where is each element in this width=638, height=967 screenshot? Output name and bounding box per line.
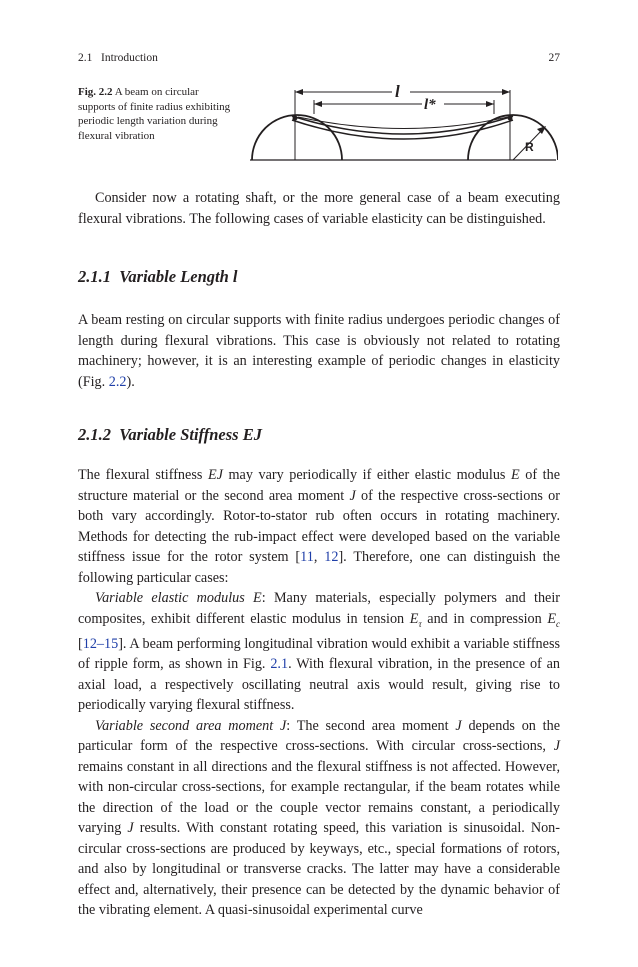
l-star-arrow-right [486,101,494,107]
section-211-paragraph: A beam resting on circular supports with finite radius undergoes periodic changes of length during flexural vibrations. This case is obviously not related to rotating machinery; however, it is an interesting example of periodic changes in elasticity (Fig. 2.2). [78,312,560,390]
figure-label: Fig. 2.2 [78,86,113,98]
heading-2-1-2: 2.1.2 Variable Stiffness EJ [78,425,262,444]
section-211-block [78,310,560,392]
section-label: 2.1 Introduction [78,52,158,64]
l-arrow-right [502,89,510,95]
intro-paragraph: Consider now a rotating shaft, or the more general case of a beam executing flexural vibrations. The following cases of variable elasticity can be distinguished. [78,190,560,227]
fig-2-2-link[interactable]: 2.2 [108,373,127,390]
radius-label: R [525,140,534,154]
radius-arrow [537,126,546,134]
figure-caption-text: A beam on circular supports of finite radius exhibiting periodic length variation during flexural vibration [78,86,231,142]
section-212-block [78,465,560,921]
l-arrow-left [295,89,303,95]
l-label: l [395,82,400,101]
beam-figure [248,82,558,162]
intro-block [78,188,560,229]
beam-upper [292,116,513,134]
fig-2-1-link[interactable]: 2.1 [270,656,289,673]
ref-11-link[interactable]: 11 [300,549,314,565]
l-star-label: l* [424,97,436,113]
paragraph-stiffness: The flexural stiffness EJ may vary periodically if either elastic modulus E of the structure material or the second area moment J of the respective cross-sections or both vary accordingly. Rotor-to-stator rub often occurs in rotating machinery. Methods for detecting the rub-impact effect were developed based on the variable stiffness issue for the rotor system [11, 12]. Therefore, one can distinguish the following particular cases: [78,467,561,586]
paragraph-elastic-modulus: Variable elastic modulus E: Many materials, especially polymers and their composites, exhibit different elastic modulus in tension $E_\tau$ and in compression $E_c$ [12–15]. A beam performing longitudinal vibration would exhibit a variable stiffness of ripple form, as shown in Fig. 2.1. With flexural vibration, in the presence of an axial load, a respectively oscillating neutral axis would result, giving rise to periodically varying flexural stiffness. [78,590,561,714]
heading-2-1-1: 2.1.1 Variable Length l [78,267,238,286]
page-number: 27 [548,52,560,64]
ref-12-link[interactable]: 12 [324,549,339,565]
paragraph-area-moment: Variable second area moment J: The second area moment J depends on the particular form of the respective cross-sections. With circular cross-sections, J remains constant in all directions and the flexural stiffness is not affected. However, with non-circular cross-sections, for example rectangular, if the beam rotates while the direction of the load or the couple vector remains constant, a periodically varying J results. With constant rotating speed, this variation is sinusoidal. Non-circular cross-sections are produced by keyways, etc., special formations of rotors, and also by longitudinal or transverse cracks. The latter may have a considerable effect and, alternatively, their presence can be detected by the dynamic behavior of the vibrating element. A quasi-sinusoidal experimental curve [78,717,560,919]
ref-12-15-link[interactable]: 12–15 [82,635,119,652]
l-star-arrow-left [314,101,322,107]
figure-caption [78,85,238,143]
